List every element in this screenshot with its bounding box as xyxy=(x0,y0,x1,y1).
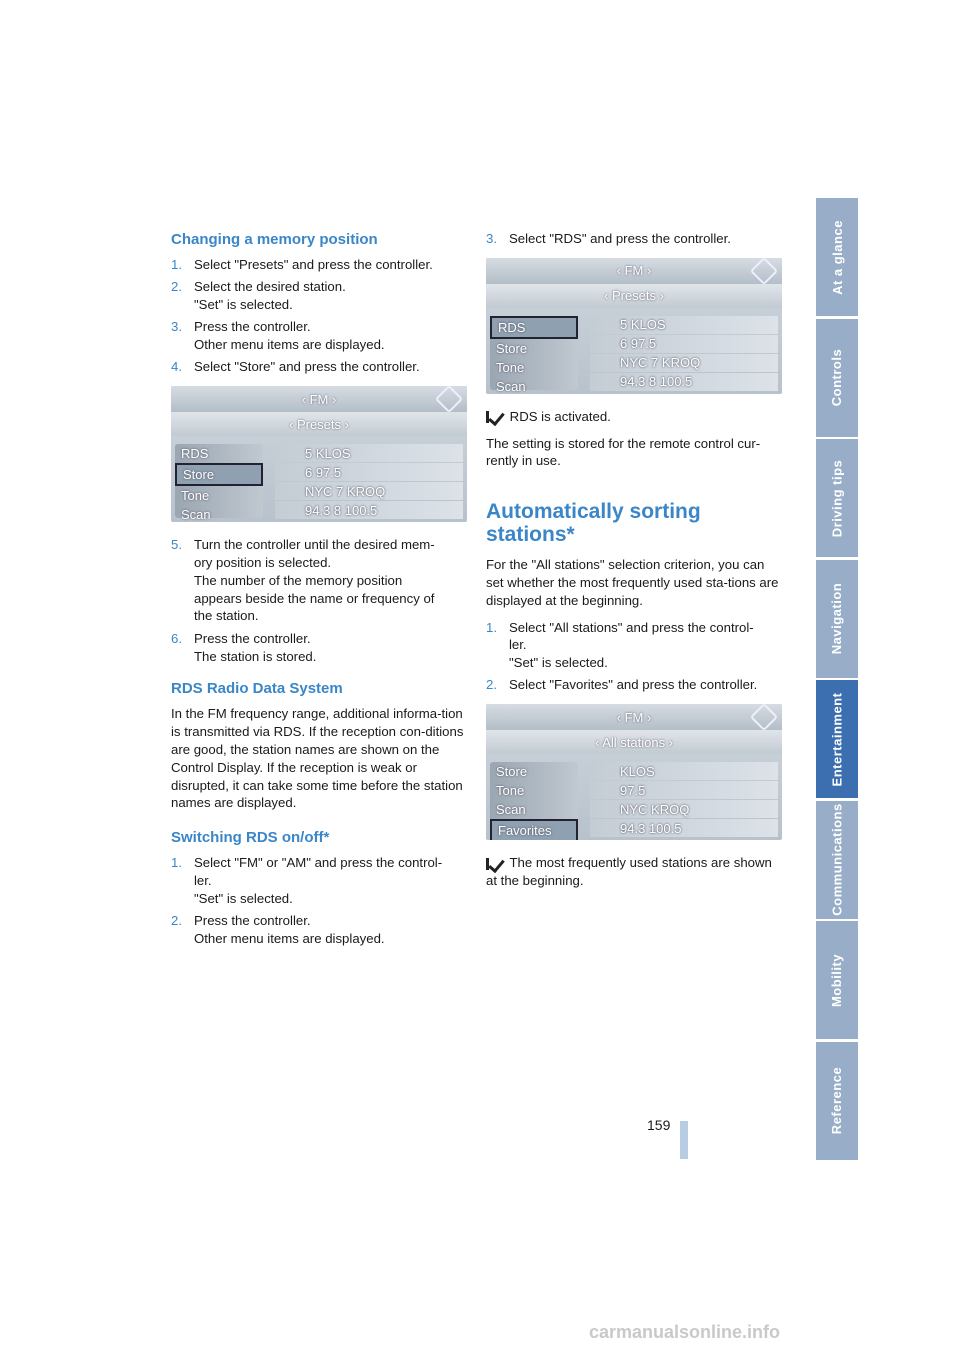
tab-label: Mobility xyxy=(829,953,845,1007)
screen-top-bar: ‹ FM › xyxy=(171,386,467,412)
section-tabs xyxy=(816,198,858,1160)
step-item xyxy=(171,278,467,314)
step-text xyxy=(194,256,433,274)
screen-menu-item: RDS xyxy=(490,316,578,339)
screen-station-row: 6 97.5 xyxy=(590,335,778,353)
screen-store xyxy=(171,386,467,522)
step-line: "Set" is selected. xyxy=(194,890,293,906)
step-item xyxy=(171,854,467,907)
freq-note-text: The most frequently used stations are shown at the beginning. xyxy=(486,855,772,889)
step-item xyxy=(486,230,782,248)
screen-menu-item: RDS xyxy=(181,446,209,462)
screen-menu xyxy=(490,762,578,839)
screen-options-icon xyxy=(750,258,778,285)
tab-communications[interactable] xyxy=(816,801,858,919)
step-number: 3. xyxy=(486,231,497,246)
stored-paragraph: The setting is stored for the remote control cur-rently in use. xyxy=(486,435,761,469)
tab-label: Communications xyxy=(829,803,845,916)
tab-label: Driving tips xyxy=(829,459,845,537)
screen-favorites xyxy=(486,704,782,840)
screen-options-icon xyxy=(435,386,463,413)
screen-menu-item: Store xyxy=(496,340,528,356)
step-item xyxy=(171,256,467,274)
step-line: appears beside the name or frequency of xyxy=(194,590,435,606)
step-number: 1. xyxy=(171,855,182,871)
heading-sort: Automatically sorting stations* xyxy=(486,500,701,547)
watermark: carmanualsonline.info xyxy=(589,1322,781,1342)
rds-activated xyxy=(486,408,782,426)
screen-menu-item: Favorites xyxy=(490,819,578,840)
step-text xyxy=(194,630,316,666)
tab-navigation[interactable] xyxy=(816,560,858,678)
tab-reference[interactable] xyxy=(816,1042,858,1160)
screen-station-list xyxy=(275,444,463,520)
step-line: Select "Favorites" and press the controller. xyxy=(509,677,758,693)
page-marker xyxy=(680,1121,688,1159)
step-line: Other menu items are displayed. xyxy=(194,930,385,946)
step-line: Select "All stations" and press the control- xyxy=(509,619,754,635)
screen-station-row: 94.3 8 100.5 xyxy=(590,373,778,391)
step-line: The number of the memory position xyxy=(194,572,403,588)
tab-driving-tips[interactable] xyxy=(816,439,858,557)
screen-menu-item: Tone xyxy=(496,783,525,799)
step-line: Select "FM" or "AM" and press the control- xyxy=(194,855,443,871)
step-item xyxy=(171,536,467,625)
right-column xyxy=(486,230,782,899)
screen-menu-item: Scan xyxy=(496,378,526,394)
tab-entertainment[interactable] xyxy=(816,680,858,798)
screen-station-row: 94.3 8 100.5 xyxy=(275,501,463,519)
tab-label: Controls xyxy=(829,348,845,407)
screen-station-row: 6 97.5 xyxy=(275,463,463,481)
screen-station-list xyxy=(590,316,778,392)
screen-second-bar: ‹ All stations › xyxy=(486,730,782,754)
screen-second-bar: ‹ Presets › xyxy=(486,284,782,308)
step-item xyxy=(486,619,782,672)
heading-memory: Changing a memory position xyxy=(171,231,378,248)
switch-steps xyxy=(171,854,467,947)
screen-station-row: NYC 7 KROQ xyxy=(590,354,778,372)
screen-menu-item: Tone xyxy=(181,488,210,504)
step-line: Press the controller. xyxy=(194,630,311,646)
screen-station-row: 5 KLOS xyxy=(275,444,463,462)
step-line: Select "Store" and press the controller. xyxy=(194,359,420,375)
step-line: Turn the controller until the desired mem- xyxy=(194,537,435,553)
screen-menu-item: Scan xyxy=(181,507,211,523)
step-item xyxy=(171,912,467,948)
tab-label: Reference xyxy=(829,1066,845,1135)
screen-station-row: KLOS xyxy=(590,762,778,780)
left-column xyxy=(171,230,467,952)
step-number: 3. xyxy=(171,319,182,335)
screen-menu-item: Store xyxy=(496,764,528,780)
screen-menu-item: Scan xyxy=(496,802,526,818)
step-line: The station is stored. xyxy=(194,648,317,664)
step-line: Press the controller. xyxy=(194,319,311,335)
screen-rds xyxy=(486,258,782,394)
step-text xyxy=(194,854,442,907)
screen-options-icon xyxy=(750,704,778,731)
step-line: Select the desired station. xyxy=(194,279,346,295)
step-number: 4. xyxy=(171,359,182,375)
screen-station-row: 97.5 xyxy=(590,781,778,799)
memory-steps xyxy=(171,256,467,376)
rds-paragraph: In the FM frequency range, additional informa-tion is transmitted via RDS. If the reception con-ditions are good, the station names are shown on the Control Display. If the reception is weak or disrupted, it can take some time before the station names are displayed. xyxy=(171,706,464,811)
step-text xyxy=(194,318,385,354)
step-line: Select "RDS" and press the controller. xyxy=(509,231,731,246)
sort-steps xyxy=(486,619,782,695)
step-line: Other menu items are displayed. xyxy=(194,337,385,353)
step-text xyxy=(194,278,346,314)
heading-rds: RDS Radio Data System xyxy=(171,680,343,698)
step-number: 5. xyxy=(171,537,182,553)
tab-label: At a glance xyxy=(829,219,845,295)
tab-mobility[interactable] xyxy=(816,921,858,1039)
step-line: "Set" is selected. xyxy=(194,297,293,313)
screen-menu xyxy=(175,444,263,523)
rds-activated-text: RDS is activated. xyxy=(509,408,611,424)
step-item xyxy=(171,358,467,376)
screen-menu xyxy=(490,316,578,394)
step-text xyxy=(194,358,420,376)
step-line: Press the controller. xyxy=(194,913,311,929)
step-text xyxy=(509,676,757,694)
freq-note xyxy=(486,854,782,890)
sort-paragraph: For the "All stations" selection criterion, you can set whether the most frequently used sta-tions are displayed at the beginning. xyxy=(486,557,779,608)
step-text xyxy=(509,230,731,248)
check-icon xyxy=(486,411,506,423)
screen-menu-item: Tone xyxy=(496,359,525,375)
screen-station-row: NYC KROQ xyxy=(590,800,778,818)
step-text xyxy=(194,536,435,625)
tab-label: Entertainment xyxy=(829,692,845,786)
step-text xyxy=(194,912,385,948)
step-item xyxy=(171,630,467,666)
memory-steps-2 xyxy=(171,536,467,665)
step-item xyxy=(171,318,467,354)
screen-station-list xyxy=(590,762,778,838)
step-number: 2. xyxy=(486,677,497,693)
step-number: 6. xyxy=(171,630,182,646)
step-line: Select "Presets" and press the controller. xyxy=(194,257,433,272)
step-line: "Set" is selected. xyxy=(509,655,608,671)
check-icon xyxy=(486,858,506,870)
screen-station-row: 5 KLOS xyxy=(590,316,778,334)
screen-station-row: NYC 7 KROQ xyxy=(275,482,463,500)
screen-menu-item: Store xyxy=(175,463,263,486)
step-line: ler. xyxy=(194,872,212,888)
step-number: 2. xyxy=(171,913,182,929)
step-line: ory position is selected. xyxy=(194,555,332,571)
step-item xyxy=(486,676,782,694)
screen-top-bar: ‹ FM › xyxy=(486,258,782,284)
screen-second-bar: ‹ Presets › xyxy=(171,412,467,436)
step-3 xyxy=(486,230,782,248)
tab-at-a-glance[interactable] xyxy=(816,198,858,316)
step-text xyxy=(509,619,754,672)
step-number: 1. xyxy=(486,619,497,635)
step-line: ler. xyxy=(509,637,527,653)
step-number: 2. xyxy=(171,279,182,295)
heading-switch-rds: Switching RDS on/off* xyxy=(171,829,330,847)
tab-label: Navigation xyxy=(829,582,845,655)
screen-station-row: 94.3 100.5 xyxy=(590,819,778,837)
step-number: 1. xyxy=(171,257,182,272)
page-number: 159 xyxy=(647,1117,671,1133)
screen-top-bar: ‹ FM › xyxy=(486,704,782,730)
step-line: the station. xyxy=(194,608,259,624)
tab-controls[interactable] xyxy=(816,319,858,437)
